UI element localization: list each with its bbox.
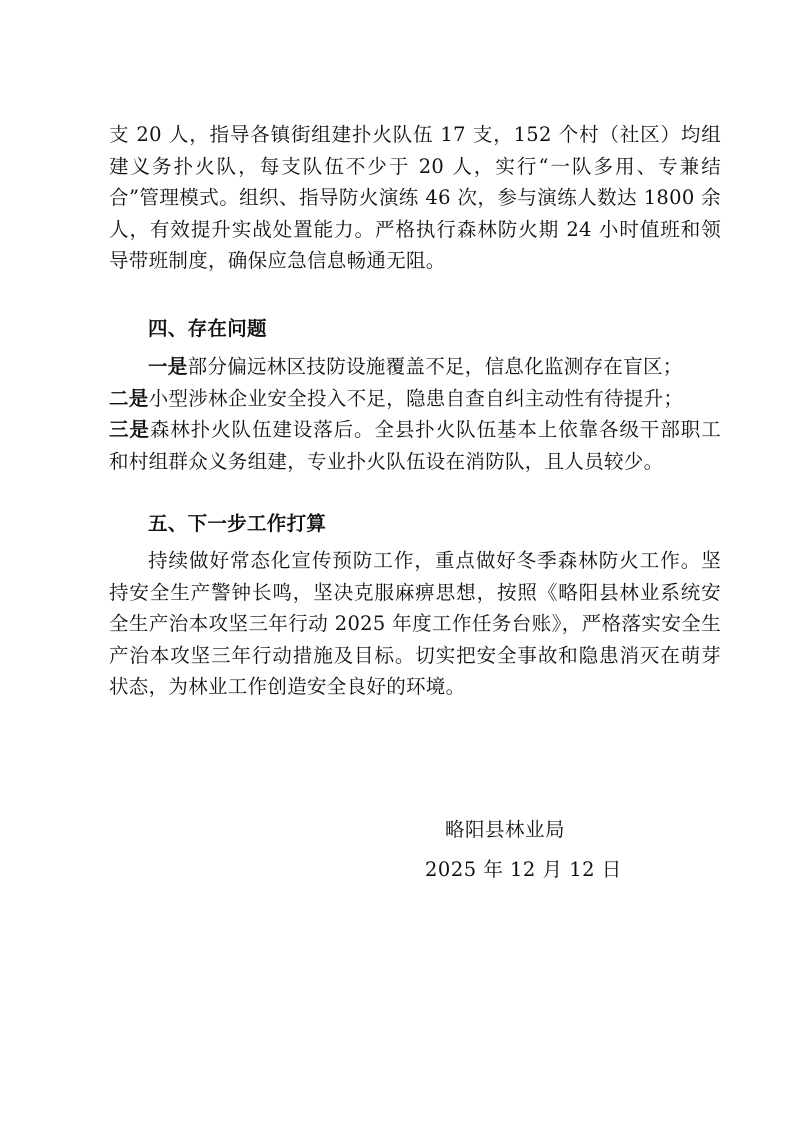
section-four-heading: 四、存在问题 [148, 317, 267, 340]
issue-text-1: 部分偏远林区技防设施覆盖不足，信息化监测存在盲区； [187, 355, 683, 378]
continuation-paragraph: 支 20 人，指导各镇街组建扑火队伍 17 支，152 个村（社区）均组建义务扑火队，每支队伍不少于 20 人，实行“一队多用、专兼结合”管理模式。组织、指导防火演练 46 次，参与演练人数达 1800 余人，有效提升实战处置能力。严格执行森林防火期 24 小时值班和领导带班制度，确保应急信息畅通无阻。 [109, 123, 721, 272]
signature-organization: 略阳县林业局 [445, 818, 566, 841]
issue-item-3 [109, 414, 721, 477]
issues-paragraph [109, 351, 721, 477]
issue-lead-1: 一是 [148, 355, 188, 378]
plan-paragraph: 持续做好常态化宣传预防工作，重点做好冬季森林防火工作。坚持安全生产警钟长鸣，坚决克服麻痹思想，按照《略阳县林业系统安全生产治本攻坚三年行动 2025 年度工作任务台账》，严格落实安全生产治本攻坚三年行动措施及目标。切实把安全事故和隐患消灭在萌芽状态，为林业工作创造安全良好的环境。 [109, 549, 721, 698]
issue-text-2: 小型涉林企业安全投入不足，隐患自查自纠主动性有待提升； [148, 386, 684, 410]
section-five-heading: 五、下一步工作打算 [148, 512, 327, 535]
issue-text-3: 森林扑火队伍建设落后。全县扑火队伍基本上依靠各级干部职工和村组群众义务组建，专业扑火队伍设在消防队，且人员较少。 [109, 418, 721, 473]
signature-date: 2025 年 12 月 12 日 [425, 858, 622, 881]
issue-item-1 [148, 355, 683, 378]
issue-item-2 [109, 383, 721, 415]
issue-lead-2: 二是 [109, 386, 149, 410]
issue-lead-3: 三是 [109, 418, 150, 441]
